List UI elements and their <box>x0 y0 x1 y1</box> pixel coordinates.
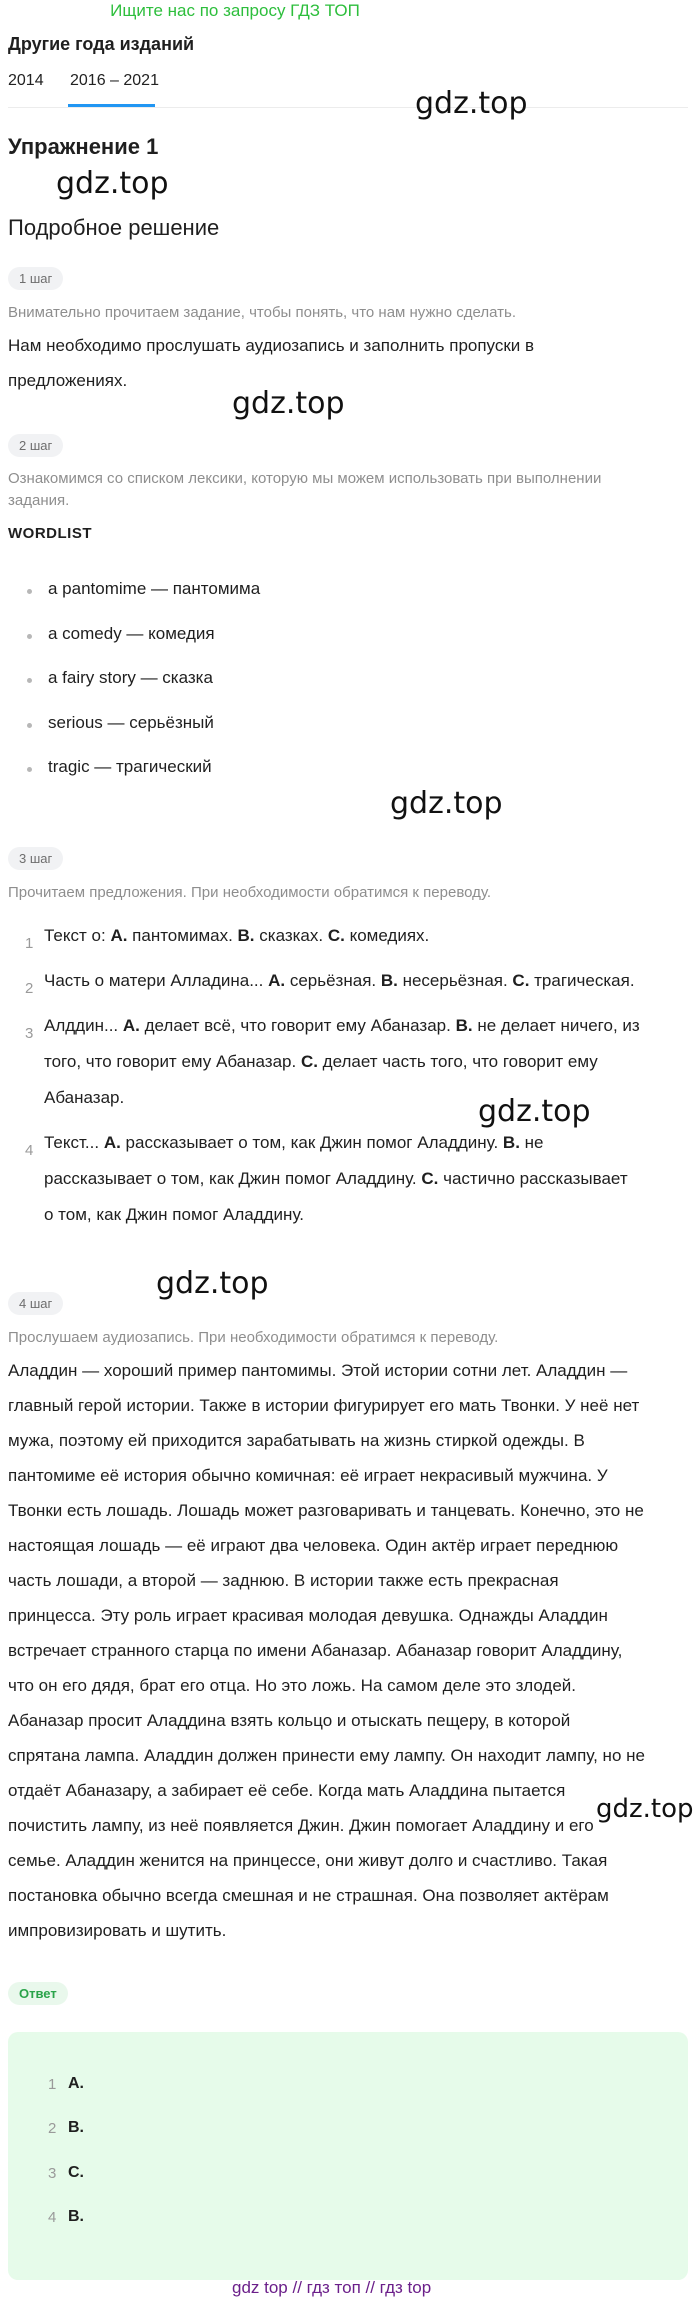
option-letter: B. <box>237 926 255 945</box>
step-badge: 3 шаг <box>8 847 63 870</box>
wordlist-item: tragic — трагический <box>48 757 212 776</box>
question-text: делает часть того, что говорит ему <box>317 1052 598 1071</box>
question-text: Текст... <box>44 1133 104 1152</box>
text-line: часть лошади, а второй — заднюю. В истории также есть прекрасная <box>8 1571 559 1590</box>
question-text: сказках. <box>254 926 328 945</box>
option-letter: A. <box>103 1133 121 1152</box>
other-years-title: Другие года изданий <box>8 34 195 54</box>
text-line: почистить лампу, из неё появляется Джин. Джин помогает Аладдину и его <box>8 1816 594 1835</box>
wordlist-item: a fairy story — сказка <box>48 668 213 687</box>
text-line: импровизировать и шутить. <box>8 1921 227 1940</box>
question-text: трагическая. <box>529 971 635 990</box>
question-text: частично рассказывает <box>438 1169 628 1188</box>
wordlist-title: WORDLIST <box>8 525 92 542</box>
option-letter: A. <box>122 1016 140 1035</box>
step-hint: Внимательно прочитаем задание, чтобы понять, что нам нужно сделать. <box>8 304 517 321</box>
watermark: gdz.top <box>232 386 345 421</box>
text-line: встречает странного старца по имени Абаназар. Абаназар говорит Аладдину, <box>8 1641 623 1660</box>
answer-number: 1 <box>48 2076 57 2093</box>
question-line <box>44 963 684 999</box>
hint-line: Ознакомимся со списком лексики, которую мы можем использовать при выполнении <box>8 470 602 487</box>
question-number: 4 <box>25 1142 34 1159</box>
question-number: 3 <box>25 1025 34 1042</box>
bullet-icon <box>27 634 32 639</box>
option-letter: C. <box>421 1169 439 1188</box>
answer-number: 2 <box>48 2120 57 2137</box>
question-item <box>44 1125 684 1233</box>
text-line: что он его дядя, брат его отца. Но это ложь. На самом деле это злодей. <box>8 1676 577 1695</box>
step-hint <box>8 468 688 512</box>
watermark: gdz.top <box>156 1266 269 1301</box>
step-badge: 1 шаг <box>8 267 63 290</box>
question-line <box>44 1080 684 1116</box>
watermark: gdz.top <box>56 166 169 201</box>
text-line: Твонки есть лошадь. Лошадь может разговаривать и танцевать. Конечно, это не <box>8 1501 644 1520</box>
tab-year-2014[interactable]: 2014 <box>8 72 44 89</box>
question-text: рассказывает о том, как Джин помог Аладдину. <box>44 1169 422 1188</box>
option-letter: B. <box>380 971 398 990</box>
top-banner: Ищите нас по запросу ГДЗ ТОП <box>110 1 360 20</box>
text-line: отдаёт Абаназару, а забирает её себе. Когда мать Аладдина пытается <box>8 1781 566 1800</box>
step-badge: 2 шаг <box>8 434 63 457</box>
question-text: не <box>519 1133 544 1152</box>
text-line: Абаназар просит Аладдина взять кольцо и отыскать пещеру, в которой <box>8 1711 571 1730</box>
question-text: того, что говорит ему Абаназар. <box>44 1052 301 1071</box>
option-letter: A. <box>268 971 286 990</box>
hint-line: задания. <box>8 492 70 509</box>
text-line: постановка обычно всегда смешная и не страшная. Она позволяет актёрам <box>8 1886 609 1905</box>
question-line <box>44 1125 684 1161</box>
question-item <box>44 918 684 954</box>
watermark: gdz.top <box>390 786 503 821</box>
wordlist-item: a pantomime — пантомима <box>48 579 261 598</box>
text-line: Нам необходимо прослушать аудиозапись и заполнить пропуски в <box>8 336 535 355</box>
question-text: рассказывает о том, как Джин помог Аладдину. <box>120 1133 503 1152</box>
question-number: 1 <box>25 935 34 952</box>
question-text: Часть о матери Алладина... <box>44 971 269 990</box>
text-line: семье. Аладдин женится на принцессе, они живут долго и счастливо. Такая <box>8 1851 608 1870</box>
text-line: Аладдин — хороший пример пантомимы. Этой истории сотни лет. Аладдин — <box>8 1361 628 1380</box>
question-line <box>44 1044 684 1080</box>
question-item <box>44 963 684 999</box>
answer-value: A. <box>68 2075 84 2092</box>
step-hint: Прослушаем аудиозапись. При необходимости обратимся к переводу. <box>8 1329 499 1346</box>
text-line: пантомиме её история обычно комичная: её играет некрасивый мужчина. У <box>8 1466 608 1485</box>
answer-number: 4 <box>48 2209 57 2226</box>
text-line: главный герой истории. Также в истории фигурирует его мать Твонки. У неё нет <box>8 1396 640 1415</box>
option-letter: C. <box>300 1052 318 1071</box>
text-line: спрятана лампа. Аладдин должен принести ему лампу. Он находит лампу, но не <box>8 1746 645 1765</box>
question-text: о том, как Джин помог Аладдину. <box>44 1205 304 1224</box>
bullet-icon <box>27 767 32 772</box>
watermark: gdz.top <box>478 1094 591 1129</box>
exercise-title: Упражнение 1 <box>8 134 159 159</box>
divider <box>8 107 688 108</box>
question-text: серьёзная. <box>285 971 381 990</box>
option-letter: C. <box>327 926 345 945</box>
text-line: принцесса. Эту роль играет красивая молодая девушка. Однажды Аладдин <box>8 1606 608 1625</box>
story-text <box>8 1353 688 1948</box>
question-text: делает всё, что говорит ему Абаназар. <box>139 1016 456 1035</box>
question-line <box>44 1008 684 1044</box>
question-text: Абаназар. <box>44 1088 125 1107</box>
step-text <box>8 328 688 398</box>
question-text: комедиях. <box>344 926 430 945</box>
question-number: 2 <box>25 980 34 997</box>
text-line: мужа, поэтому ей приходится зарабатывать на жизнь стиркой одежды. В <box>8 1431 585 1450</box>
bullet-icon <box>27 589 32 594</box>
answer-value: C. <box>68 2164 84 2181</box>
question-text: пантомимах. <box>127 926 238 945</box>
bullet-icon <box>27 723 32 728</box>
question-item <box>44 1008 684 1116</box>
watermark: gdz.top <box>596 1794 694 1824</box>
option-letter: B. <box>455 1016 473 1035</box>
solution-title: Подробное решение <box>8 215 220 240</box>
question-line <box>44 918 684 954</box>
text-line: предложениях. <box>8 371 128 390</box>
footer-links[interactable]: gdz top // гдз топ // гдз top <box>232 2278 432 2297</box>
answer-box <box>8 2032 688 2280</box>
answer-value: B. <box>68 2119 84 2136</box>
answer-number: 3 <box>48 2165 57 2182</box>
option-letter: B. <box>502 1133 520 1152</box>
step-badge: 4 шаг <box>8 1292 63 1315</box>
answer-value: B. <box>68 2208 84 2225</box>
question-text: несерьёзная. <box>397 971 513 990</box>
step-hint: Прочитаем предложения. При необходимости обратимся к переводу. <box>8 884 492 901</box>
wordlist-item: serious — серьёзный <box>48 713 214 732</box>
option-letter: A. <box>110 926 128 945</box>
text-line: настоящая лошадь — её играют два человека. Один актёр играет переднюю <box>8 1536 619 1555</box>
question-text: не делает ничего, из <box>472 1016 640 1035</box>
bullet-icon <box>27 678 32 683</box>
wordlist-item: a comedy — комедия <box>48 624 215 643</box>
watermark: gdz.top <box>415 86 528 121</box>
question-text: Текст о: <box>44 926 111 945</box>
question-line <box>44 1161 684 1197</box>
question-line <box>44 1197 684 1233</box>
answer-badge: Ответ <box>8 1982 68 2005</box>
tab-year-2016-2021[interactable]: 2016 – 2021 <box>70 72 159 89</box>
question-text: Алддин... <box>44 1016 123 1035</box>
option-letter: C. <box>512 971 530 990</box>
